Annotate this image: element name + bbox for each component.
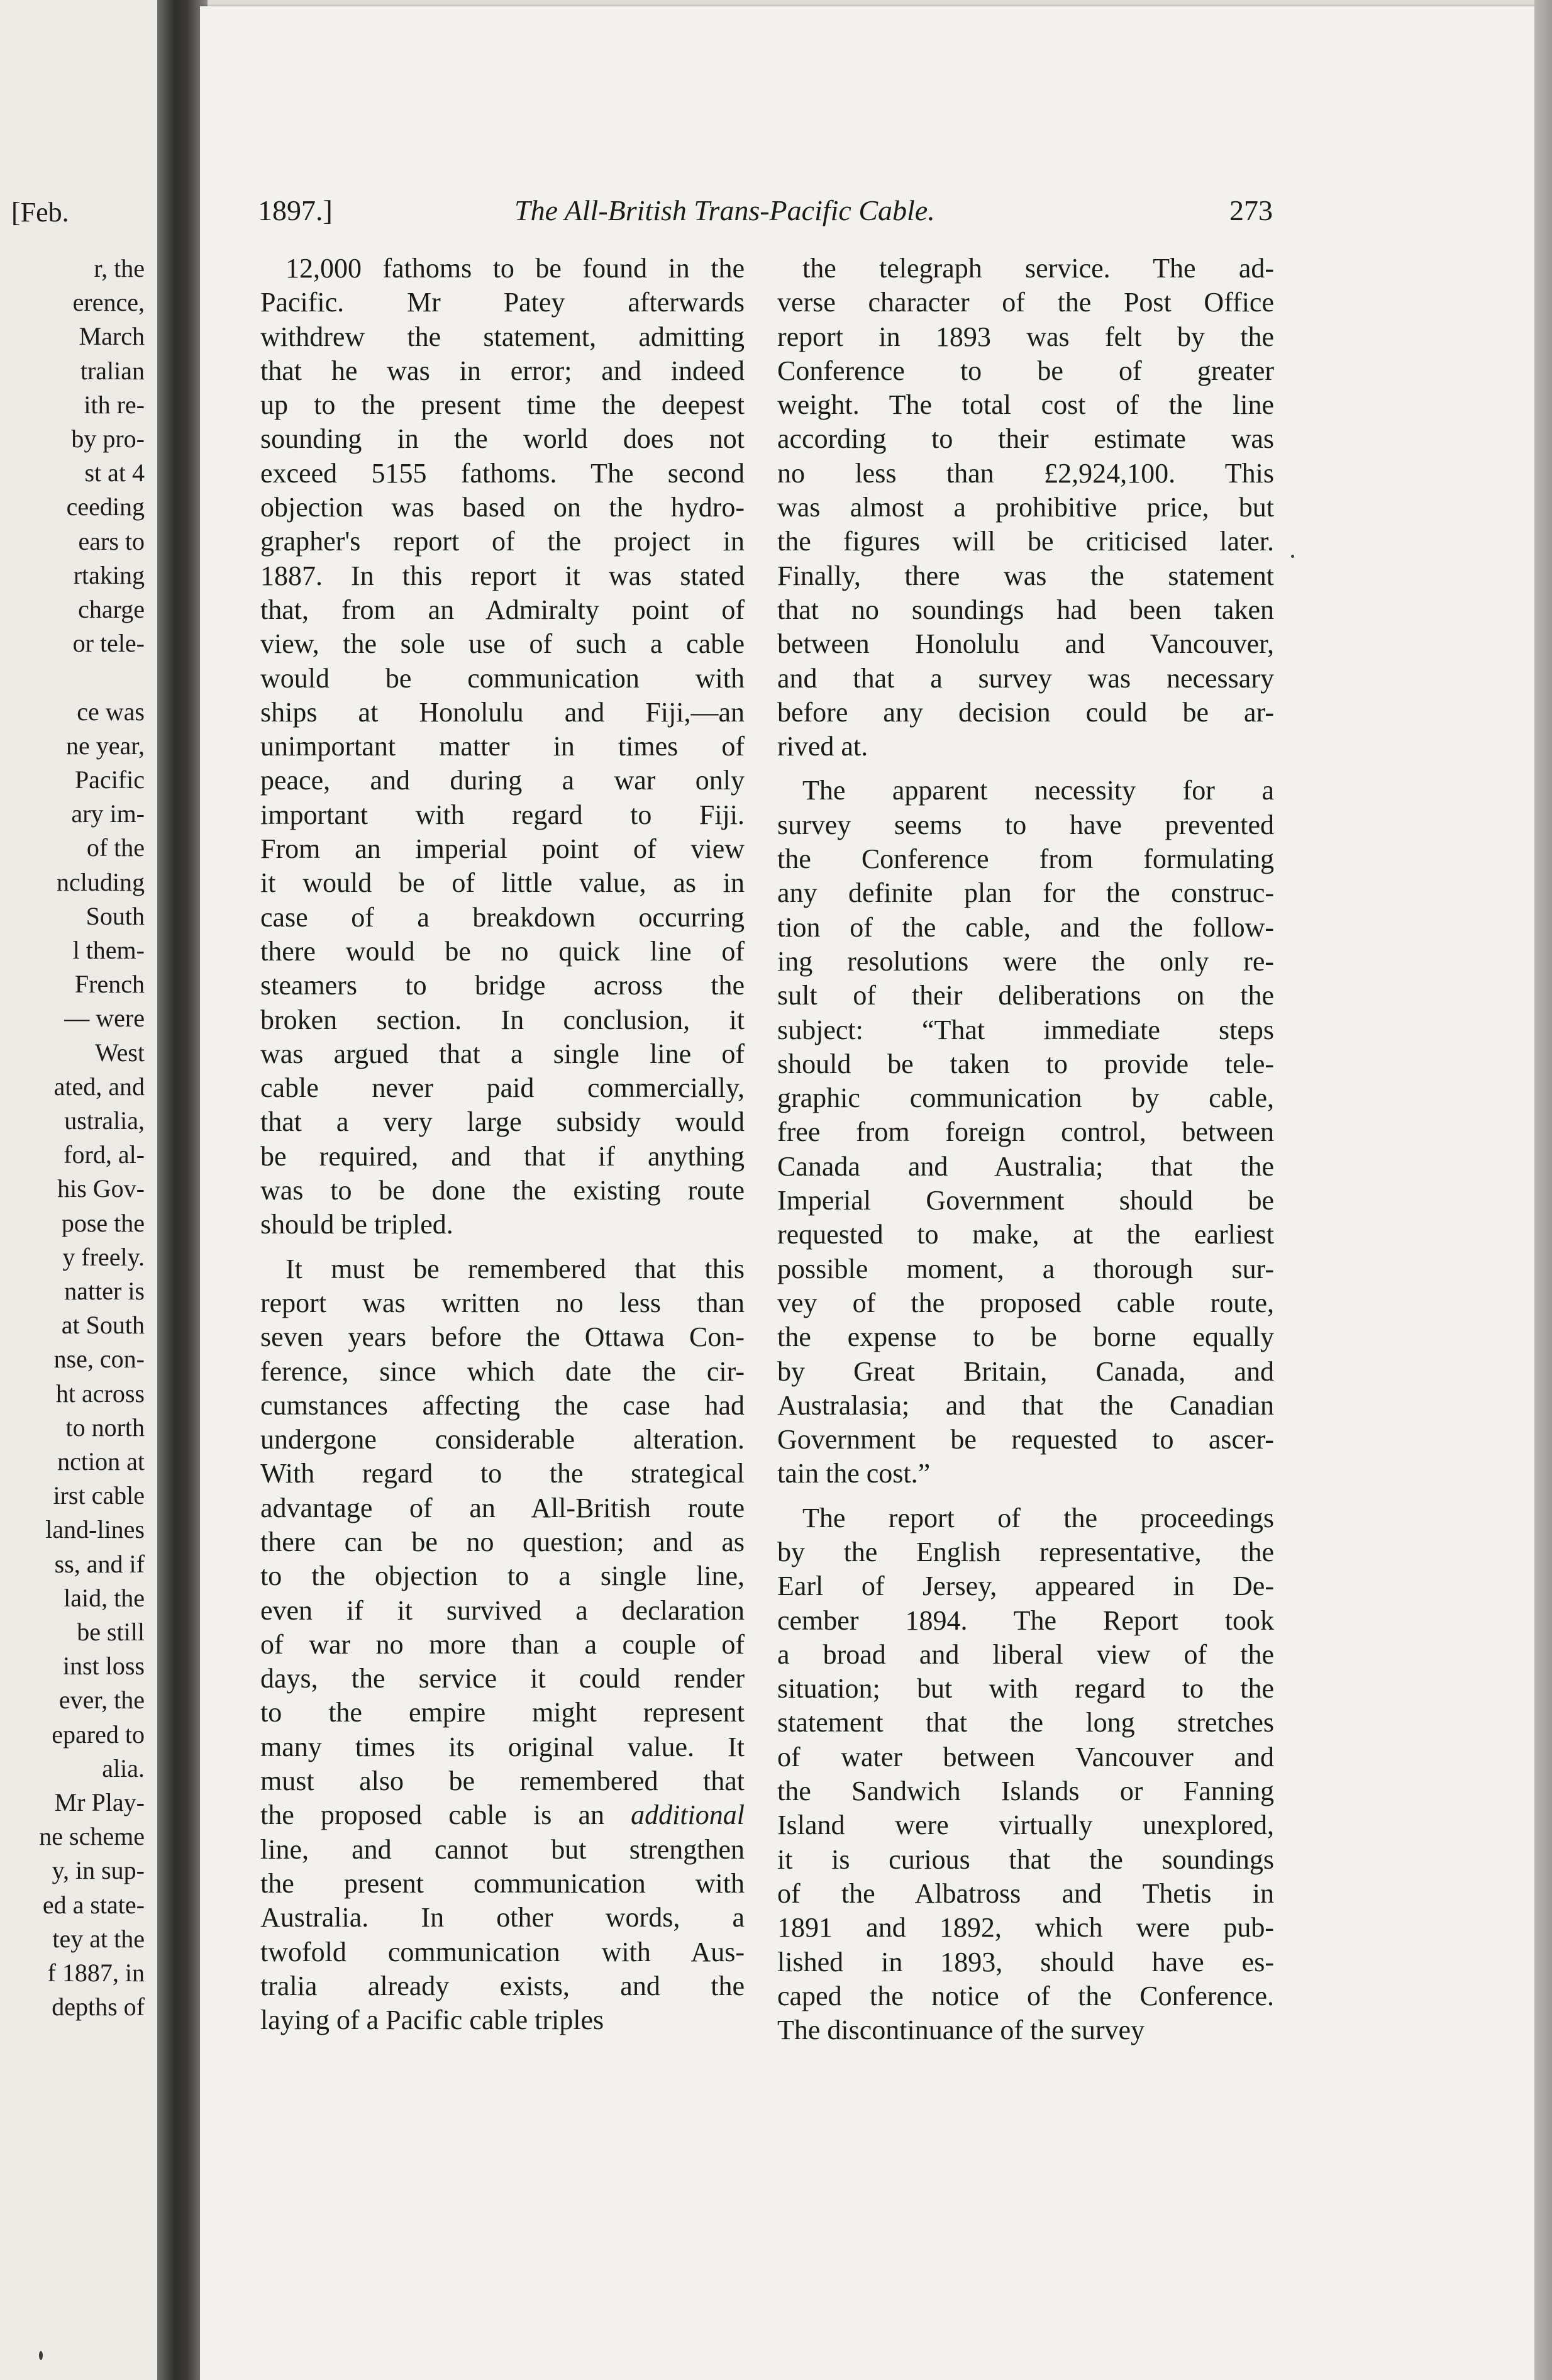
text-line: unimportant matter in times of <box>260 731 745 762</box>
left-page-line: by pro- <box>71 425 145 453</box>
text-line: no less than £2,924,100. This <box>777 457 1274 489</box>
text-line: case of a breakdown occurring <box>260 901 745 933</box>
left-page-line: ith re- <box>84 390 145 419</box>
text-line: and that a survey was necessary <box>777 662 1274 694</box>
text-line: should be taken to provide tele- <box>777 1048 1274 1079</box>
left-page-line: y, in sup- <box>52 1856 145 1885</box>
left-page-line: ht across <box>55 1379 145 1408</box>
text-line: cember 1894. The Report took <box>777 1604 1274 1636</box>
text-line: requested to make, at the earliest <box>777 1219 1274 1250</box>
left-page-line: March <box>79 322 145 351</box>
text-line: days, the service it could render <box>260 1663 745 1694</box>
text-line: Conference to be of greater <box>777 355 1274 386</box>
text-line: the telegraph service. The ad- <box>802 253 1274 284</box>
text-line: that he was in error; and indeed <box>260 355 745 386</box>
text-line: sult of their deliberations on the <box>777 980 1274 1011</box>
text-line: verse character of the Post Office <box>777 287 1274 318</box>
text-line: that a very large subsidy would <box>260 1106 745 1138</box>
text-line: survey seems to have prevented <box>777 809 1274 840</box>
text-line: would be communication with <box>260 662 745 694</box>
page-number: 273 <box>1229 194 1273 226</box>
text-line: ships at Honolulu and Fiji,—an <box>260 696 745 728</box>
left-page-line: ary im- <box>71 799 145 828</box>
left-page-line: Pacific <box>74 765 145 794</box>
text-line: the present communication with <box>260 1867 745 1899</box>
left-page-line: tey at the <box>52 1924 145 1953</box>
text-line: Canada and Australia; that the <box>777 1150 1274 1182</box>
left-page-line: Mr Play- <box>54 1788 145 1816</box>
left-page-line: ceeding <box>66 492 145 521</box>
left-page-line: — were <box>64 1004 145 1033</box>
text-column-middle <box>260 252 745 2037</box>
text-line: caped the notice of the Conference. <box>777 1980 1274 2011</box>
left-page-line: ears to <box>78 526 145 555</box>
running-header-year: 1897.] <box>258 194 333 226</box>
text-line: between Honolulu and Vancouver, <box>777 628 1274 660</box>
left-page-line: erence, <box>72 288 145 317</box>
text-line: Finally, there was the statement <box>777 560 1274 591</box>
text-line: seven years before the Ottawa Con- <box>260 1321 745 1353</box>
text-line: free from foreign control, between <box>777 1116 1274 1148</box>
text-line: of the Albatross and Thetis in <box>777 1877 1274 1909</box>
text-line: With regard to the strategical <box>260 1458 745 1489</box>
text-line: by the English representative, the <box>777 1536 1274 1567</box>
text-line: The report of the proceedings <box>802 1502 1274 1533</box>
text-line: according to their estimate was <box>777 423 1274 455</box>
text-line: Island were virtually unexplored, <box>777 1810 1274 1841</box>
text-line: report was written no less than <box>260 1287 745 1318</box>
left-page-line: ustralia, <box>64 1106 145 1135</box>
text-line: ference, since which date the cir- <box>260 1355 745 1387</box>
left-page-line: laid, the <box>64 1583 145 1612</box>
text-line: there can be no question; and as <box>260 1526 745 1557</box>
text-line: view, the sole use of such a cable <box>260 628 745 660</box>
text-line: by Great Britain, Canada, and <box>777 1355 1274 1387</box>
text-line: lished in 1893, should have es- <box>777 1946 1274 1977</box>
text-line: was argued that a single line of <box>260 1038 745 1069</box>
left-page-line: South <box>86 901 145 930</box>
text-line: up to the present time the deepest <box>260 389 745 421</box>
text-line: 1887. In this report it was stated <box>260 560 745 591</box>
text-line: 12,000 fathoms to be found in the <box>285 253 745 284</box>
left-page-line: inst loss <box>62 1652 145 1681</box>
left-page-line: French <box>74 970 145 999</box>
left-page-line: y freely. <box>62 1242 145 1271</box>
paragraph-gap <box>260 1242 745 1252</box>
text-line: of water between Vancouver and <box>777 1741 1274 1772</box>
left-page-line: ce was <box>77 697 145 726</box>
left-page-line: tralian <box>80 356 145 385</box>
left-page-line: st at 4 <box>84 459 145 487</box>
text-line: line, and cannot but strengthen <box>260 1833 745 1865</box>
text-line: laying of a Pacific cable triples <box>260 2005 604 2036</box>
left-page-header-fragment: [Feb. <box>11 197 69 228</box>
text-line: vey of the proposed cable route, <box>777 1287 1274 1318</box>
text-segment: the proposed cable is an <box>260 1799 605 1831</box>
text-line: It must be remembered that this <box>285 1253 745 1284</box>
text-line: tain the cost.” <box>777 1458 931 1489</box>
text-line: 1891 and 1892, which were pub- <box>777 1912 1274 1943</box>
left-page-line: rtaking <box>73 560 145 589</box>
text-line: undergone considerable alteration. <box>260 1424 745 1455</box>
text-line: that no soundings had been taken <box>777 594 1274 625</box>
left-page-line: ne scheme <box>39 1822 145 1851</box>
page-edge <box>1534 0 1552 2380</box>
text-line: even if it survived a declaration <box>260 1594 745 1626</box>
text-line: to the objection to a single line, <box>260 1560 745 1592</box>
text-line: graphic communication by cable, <box>777 1082 1274 1114</box>
text-line: From an imperial point of view <box>260 833 745 865</box>
left-page-line: ated, and <box>53 1072 145 1101</box>
text-line: tion of the cable, and the follow- <box>777 911 1274 943</box>
left-page-line: depths of <box>52 1993 145 2021</box>
left-page-line: charge <box>78 595 145 623</box>
text-line: sounding in the world does not <box>260 423 745 455</box>
left-page-line: West <box>95 1038 145 1067</box>
text-line: of war no more than a couple of <box>260 1628 745 1660</box>
text-line: twofold communication with Aus- <box>260 1936 745 1967</box>
text-line: Australia. In other words, a <box>260 1902 745 1933</box>
text-line: Government be requested to ascer- <box>777 1424 1274 1455</box>
text-line: before any decision could be ar- <box>777 696 1274 728</box>
left-page-line: to north <box>65 1413 145 1442</box>
text-line: should be tripled. <box>260 1209 453 1240</box>
left-page-line: ed a state- <box>42 1890 145 1919</box>
text-line: broken section. In conclusion, it <box>260 1004 745 1035</box>
text-line: statement that the long stretches <box>777 1707 1274 1738</box>
text-line: the expense to be borne equally <box>777 1321 1274 1353</box>
text-line: cable never paid commercially, <box>260 1072 745 1104</box>
left-page-line: or tele- <box>72 629 145 658</box>
text-line: situation; but with regard to the <box>777 1673 1274 1704</box>
text-line: cumstances affecting the case had <box>260 1389 745 1421</box>
text-line: steamers to bridge across the <box>260 970 745 1001</box>
text-line: exceed 5155 fathoms. The second <box>260 457 745 489</box>
text-line: be required, and that if anything <box>260 1140 745 1172</box>
text-line: was to be done the existing route <box>260 1175 745 1206</box>
text-line <box>260 1798 745 1832</box>
text-line: the figures will be criticised later. <box>777 526 1274 557</box>
left-page-line: l them- <box>72 936 145 964</box>
text-line: the Conference from formulating <box>777 843 1274 875</box>
left-page-line: land-lines <box>45 1515 145 1544</box>
left-page-line: of the <box>86 833 145 862</box>
left-page-line: ford, al- <box>64 1140 145 1169</box>
text-line: a broad and liberal view of the <box>777 1638 1274 1670</box>
left-page-line: at South <box>61 1311 145 1340</box>
text-line: rived at. <box>777 731 868 762</box>
left-page-line: pose the <box>61 1208 145 1237</box>
text-line: Imperial Government should be <box>777 1185 1274 1216</box>
left-page-line: nse, con- <box>53 1345 145 1374</box>
text-line: tralia already exists, and the <box>260 1970 745 2001</box>
text-line: the Sandwich Islands or Fanning <box>777 1776 1274 1807</box>
text-line: The apparent necessity for a <box>802 775 1274 806</box>
paragraph-gap <box>777 1491 1274 1501</box>
text-line: objection was based on the hydro- <box>260 492 745 523</box>
text-column-right <box>777 252 1274 2047</box>
text-line: possible moment, a thorough sur- <box>777 1253 1274 1284</box>
text-line: advantage of an All-British route <box>260 1492 745 1523</box>
left-page-line: ncluding <box>57 867 145 896</box>
text-line: it is curious that the soundings <box>777 1843 1274 1875</box>
left-page-line: ss, and if <box>54 1549 145 1578</box>
left-page-line: ne year, <box>66 731 145 760</box>
text-line: that, from an Admiralty point of <box>260 594 745 625</box>
text-line: Earl of Jersey, appeared in De- <box>777 1571 1274 1602</box>
left-page-line: r, the <box>94 254 145 282</box>
left-page-line: irst cable <box>53 1481 145 1510</box>
text-line: Australasia; and that the Canadian <box>777 1389 1274 1421</box>
text-line: important with regard to Fiji. <box>260 799 745 830</box>
left-page-line: f 1887, in <box>47 1959 145 1987</box>
left-page-line: alia. <box>102 1754 145 1782</box>
italic-word: additional <box>631 1799 745 1831</box>
text-line: The discontinuance of the survey <box>777 2015 1145 2046</box>
text-line: Pacific. Mr Patey afterwards <box>260 287 745 318</box>
text-line: must also be remembered that <box>260 1766 745 1797</box>
text-line: many times its original value. It <box>260 1731 745 1762</box>
left-page-line: epared to <box>52 1720 145 1749</box>
text-line: weight. The total cost of the line <box>777 389 1274 421</box>
text-line: ing resolutions were the only re- <box>777 945 1274 977</box>
text-line: there would be no quick line of <box>260 935 745 967</box>
left-page-line: natter is <box>64 1277 145 1305</box>
text-line: grapher's report of the project in <box>260 526 745 557</box>
left-page-line: nction at <box>57 1447 145 1476</box>
text-line: withdrew the statement, admitting <box>260 321 745 352</box>
text-line: was almost a prohibitive price, but <box>777 492 1274 523</box>
text-line: it would be of little value, as in <box>260 867 745 899</box>
text-line: subject: “That immediate steps <box>777 1014 1274 1045</box>
left-page-line: be still <box>77 1618 145 1646</box>
text-line: to the empire might represent <box>260 1697 745 1728</box>
paragraph-gap <box>777 764 1274 774</box>
text-line: report in 1893 was felt by the <box>777 321 1274 352</box>
text-line: any definite plan for the construc- <box>777 877 1274 909</box>
left-page-line: ever, the <box>58 1686 145 1715</box>
left-page-line: his Gov- <box>57 1174 145 1203</box>
running-header-title: The All-British Trans-Pacific Cable. <box>514 194 935 226</box>
text-line: peace, and during a war only <box>260 765 745 796</box>
